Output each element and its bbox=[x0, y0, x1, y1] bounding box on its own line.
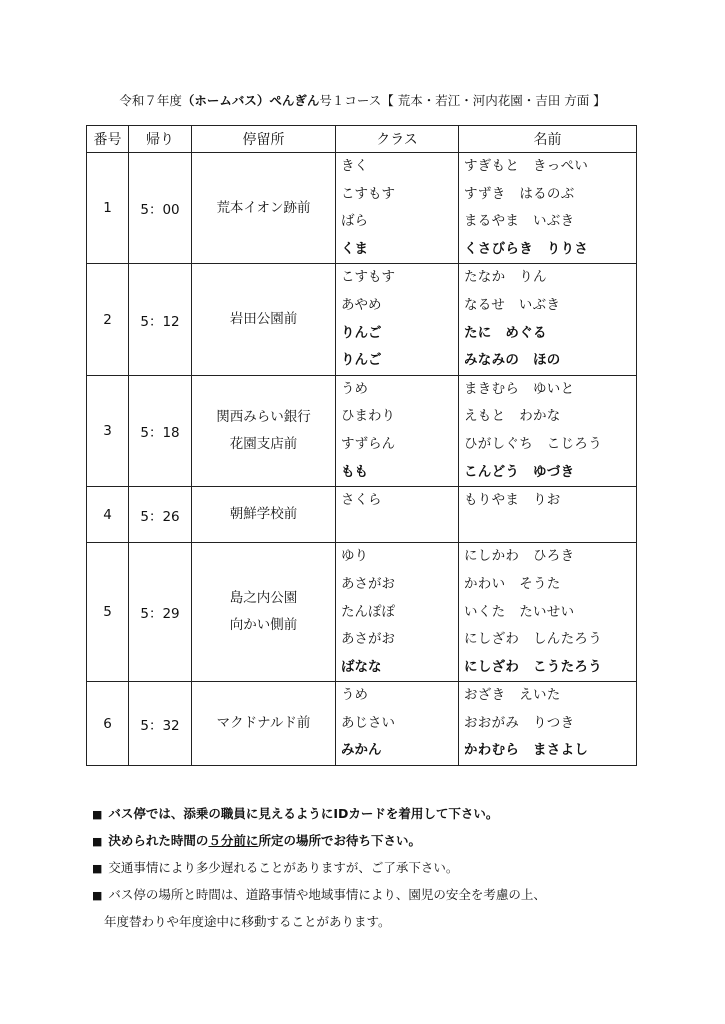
class-entry: さくら bbox=[341, 492, 382, 509]
class-entry: こすもす bbox=[341, 269, 395, 286]
child-name bbox=[459, 515, 636, 543]
bus-stop-line: 関西みらい銀行 bbox=[216, 408, 311, 425]
bus-stop-line: 島之内公園 bbox=[229, 590, 298, 607]
bullet-square-icon: ■ bbox=[92, 862, 103, 875]
note-id-card bbox=[92, 800, 652, 827]
name-list bbox=[459, 543, 637, 682]
child-name: たに めぐる bbox=[464, 324, 547, 341]
title-course: 号１ bbox=[319, 93, 345, 108]
header-return-time: 帰り bbox=[129, 126, 192, 153]
child-name: にしざわ しんたろう bbox=[464, 631, 602, 648]
child-name: にしざわ こうたろう bbox=[464, 658, 602, 675]
name-list bbox=[459, 487, 637, 543]
class-list bbox=[336, 153, 459, 264]
table-row bbox=[87, 543, 637, 682]
bus-stop-line: マクドナルド前 bbox=[216, 715, 311, 732]
return-time: 5：18 bbox=[129, 375, 192, 486]
bus-stop-name bbox=[192, 153, 336, 264]
class-list bbox=[336, 264, 459, 375]
class-entry: くま bbox=[341, 240, 368, 257]
table-row bbox=[87, 682, 637, 766]
bus-stop-name bbox=[192, 682, 336, 766]
table-row bbox=[87, 153, 637, 264]
bus-stop-line: 向かい側前 bbox=[229, 617, 298, 634]
name-list bbox=[459, 375, 637, 486]
child-name: なるせ いぶき bbox=[464, 296, 561, 313]
child-name: すぎもと きっぺい bbox=[464, 158, 589, 174]
child-name: おざき えいた bbox=[464, 687, 561, 704]
stop-number: 4 bbox=[87, 487, 129, 543]
note-text: バス停の場所と時間は、道路事情や地域事情により、園児の安全を考慮の上、 bbox=[108, 887, 546, 902]
class-entry: うめ bbox=[341, 380, 368, 397]
return-time: 5：29 bbox=[129, 543, 192, 682]
child-name: えもと わかな bbox=[464, 408, 561, 425]
class-entry: りんご bbox=[341, 324, 382, 341]
stop-number: 6 bbox=[87, 682, 129, 766]
bullet-square-icon: ■ bbox=[92, 835, 103, 848]
child-name: もりやま りお bbox=[464, 492, 561, 509]
bus-stop-name bbox=[192, 375, 336, 486]
bus-stop-line: 岩田公園前 bbox=[229, 311, 298, 328]
class-entry: あさがお bbox=[341, 631, 395, 648]
class-entry: すずらん bbox=[341, 435, 396, 452]
note-text: 交通事情により多少遅れることがありますが、ご了承下さい。 bbox=[108, 860, 459, 875]
class-list bbox=[336, 682, 459, 766]
note-five-minutes bbox=[92, 827, 652, 854]
name-list bbox=[459, 682, 637, 766]
child-name: おおがみ りつき bbox=[464, 714, 575, 731]
bus-stop-line: 荒本イオン跡前 bbox=[216, 199, 311, 216]
stop-number: 5 bbox=[87, 543, 129, 682]
return-time: 5：26 bbox=[129, 487, 192, 543]
bus-schedule-table bbox=[86, 125, 637, 766]
child-name: たなか りん bbox=[464, 269, 547, 286]
notes-section bbox=[92, 800, 652, 935]
name-list bbox=[459, 153, 637, 264]
class-entry: ばら bbox=[341, 213, 368, 230]
class-entry: たんぽぽ bbox=[341, 603, 395, 620]
note-text: 決められた時間の bbox=[108, 833, 209, 848]
return-time: 5：00 bbox=[129, 153, 192, 264]
bullet-square-icon: ■ bbox=[92, 808, 103, 821]
bus-stop-line: 花園支店前 bbox=[229, 435, 298, 452]
note-traffic-delay bbox=[92, 854, 652, 881]
header-class: クラス bbox=[336, 126, 459, 153]
child-name: くさびらき りりさ bbox=[464, 240, 589, 257]
class-entry: うめ bbox=[341, 687, 368, 704]
class-entry: ゆり bbox=[341, 548, 368, 565]
header-number: 番号 bbox=[87, 126, 129, 153]
child-name: みなみの ほの bbox=[464, 352, 561, 369]
class-list bbox=[336, 375, 459, 486]
note-text: 所定の場所でお待ち下さい。 bbox=[258, 833, 421, 848]
class-entry: りんご bbox=[341, 352, 382, 369]
note-stop-change bbox=[92, 881, 652, 908]
child-name: にしかわ ひろき bbox=[464, 548, 575, 565]
class-entry: あさがお bbox=[341, 575, 395, 592]
bus-stop-name bbox=[192, 487, 336, 543]
bus-stop-name bbox=[192, 543, 336, 682]
bus-stop-name bbox=[192, 264, 336, 375]
class-entry: きく bbox=[341, 158, 368, 174]
header-name: 名前 bbox=[459, 126, 637, 153]
child-name: すずき はるのぶ bbox=[464, 185, 575, 202]
bullet-square-icon: ■ bbox=[92, 889, 103, 902]
bus-stop-line: 朝鮮学校前 bbox=[229, 506, 298, 523]
class-entry bbox=[336, 515, 458, 543]
class-entry: もも bbox=[341, 463, 368, 480]
table-row bbox=[87, 375, 637, 486]
stop-number: 1 bbox=[87, 153, 129, 264]
header-bus-stop: 停留所 bbox=[192, 126, 336, 153]
table-row bbox=[87, 487, 637, 543]
child-name: まきむら ゆいと bbox=[464, 380, 575, 397]
stop-number: 3 bbox=[87, 375, 129, 486]
title-course-rest: コース【 荒本・若江・河内花園・吉田 方面 】 bbox=[344, 93, 606, 108]
class-entry: ばなな bbox=[341, 658, 382, 675]
child-name: かわい そうた bbox=[464, 575, 561, 592]
return-time: 5：32 bbox=[129, 682, 192, 766]
child-name: いくた たいせい bbox=[464, 603, 575, 620]
stop-number: 2 bbox=[87, 264, 129, 375]
table-row bbox=[87, 264, 637, 375]
title-prefix: 令和７年度 bbox=[119, 93, 182, 108]
class-list bbox=[336, 543, 459, 682]
title-bus-name: （ホームバス）ぺんぎん bbox=[181, 93, 320, 108]
child-name: こんどう ゆづき bbox=[464, 463, 575, 480]
note-text: バス停では、添乗の職員に見えるようにIDカードを着用して下さい。 bbox=[108, 806, 499, 821]
return-time: 5：12 bbox=[129, 264, 192, 375]
note-emphasis: ５分前に bbox=[208, 833, 259, 848]
child-name: まるやま いぶき bbox=[464, 213, 575, 230]
class-list bbox=[336, 487, 459, 543]
child-name: ひがしぐち こじろう bbox=[464, 435, 602, 452]
class-entry: みかん bbox=[341, 742, 382, 759]
class-entry: あやめ bbox=[341, 296, 382, 313]
class-entry: ひまわり bbox=[341, 408, 395, 425]
class-entry: あじさい bbox=[341, 714, 395, 731]
class-entry: こすもす bbox=[341, 185, 395, 202]
name-list bbox=[459, 264, 637, 375]
note-stop-change-continued: 年度替わりや年度途中に移動することがあります。 bbox=[104, 914, 391, 929]
table-header-row bbox=[87, 126, 637, 153]
page-title bbox=[0, 91, 725, 109]
child-name: かわむら まさよし bbox=[464, 742, 589, 759]
